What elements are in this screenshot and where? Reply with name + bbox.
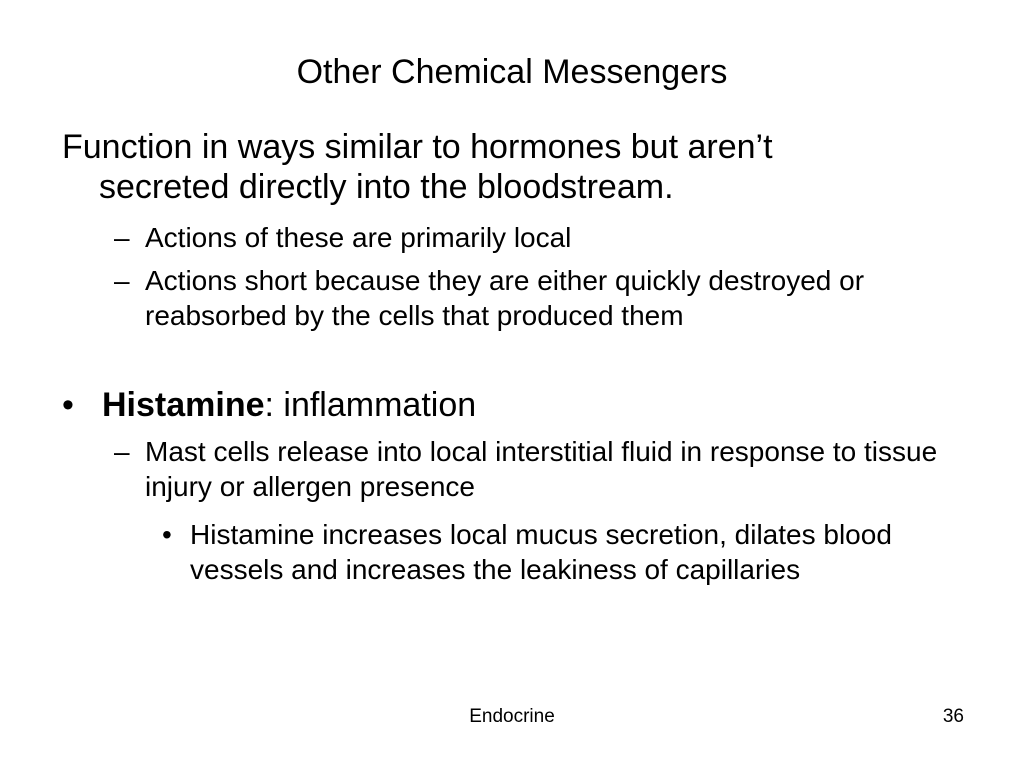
histamine-term: Histamine — [102, 386, 265, 424]
histamine-detail — [162, 517, 992, 587]
sub-point-local — [114, 220, 994, 255]
bullet-marker: • — [162, 519, 172, 550]
dash-marker: – — [114, 265, 130, 296]
dash-marker: – — [114, 222, 130, 253]
bullet-marker: • — [62, 386, 74, 424]
intro-paragraph — [62, 127, 982, 207]
histamine-description: : inflammation — [264, 386, 477, 424]
sub-point-text: Actions short because they are either quickly destroyed or reabsorbed by the cells that produced them — [145, 265, 865, 331]
histamine-detail-text: Histamine increases local mucus secretion, dilates blood vessels and increases the leakiness of capillaries — [190, 519, 892, 585]
footer-label: Endocrine — [469, 706, 555, 727]
sub-point-short — [114, 263, 994, 333]
sub-point-text: Mast cells release into local interstitial fluid in response to tissue injury or allergen presence — [145, 436, 938, 502]
histamine-line — [62, 385, 962, 425]
slide-title: Other Chemical Messengers — [296, 53, 728, 91]
intro-line-2: secreted directly into the bloodstream. — [99, 168, 674, 206]
histamine-bullet — [62, 385, 962, 425]
dash-marker: – — [114, 436, 130, 467]
page-number: 36 — [942, 706, 964, 727]
sub-point-mast-cells — [114, 434, 994, 504]
sub-point-text: Actions of these are primarily local — [145, 222, 572, 253]
intro-line-1: Function in ways similar to hormones but aren’t — [62, 128, 773, 166]
